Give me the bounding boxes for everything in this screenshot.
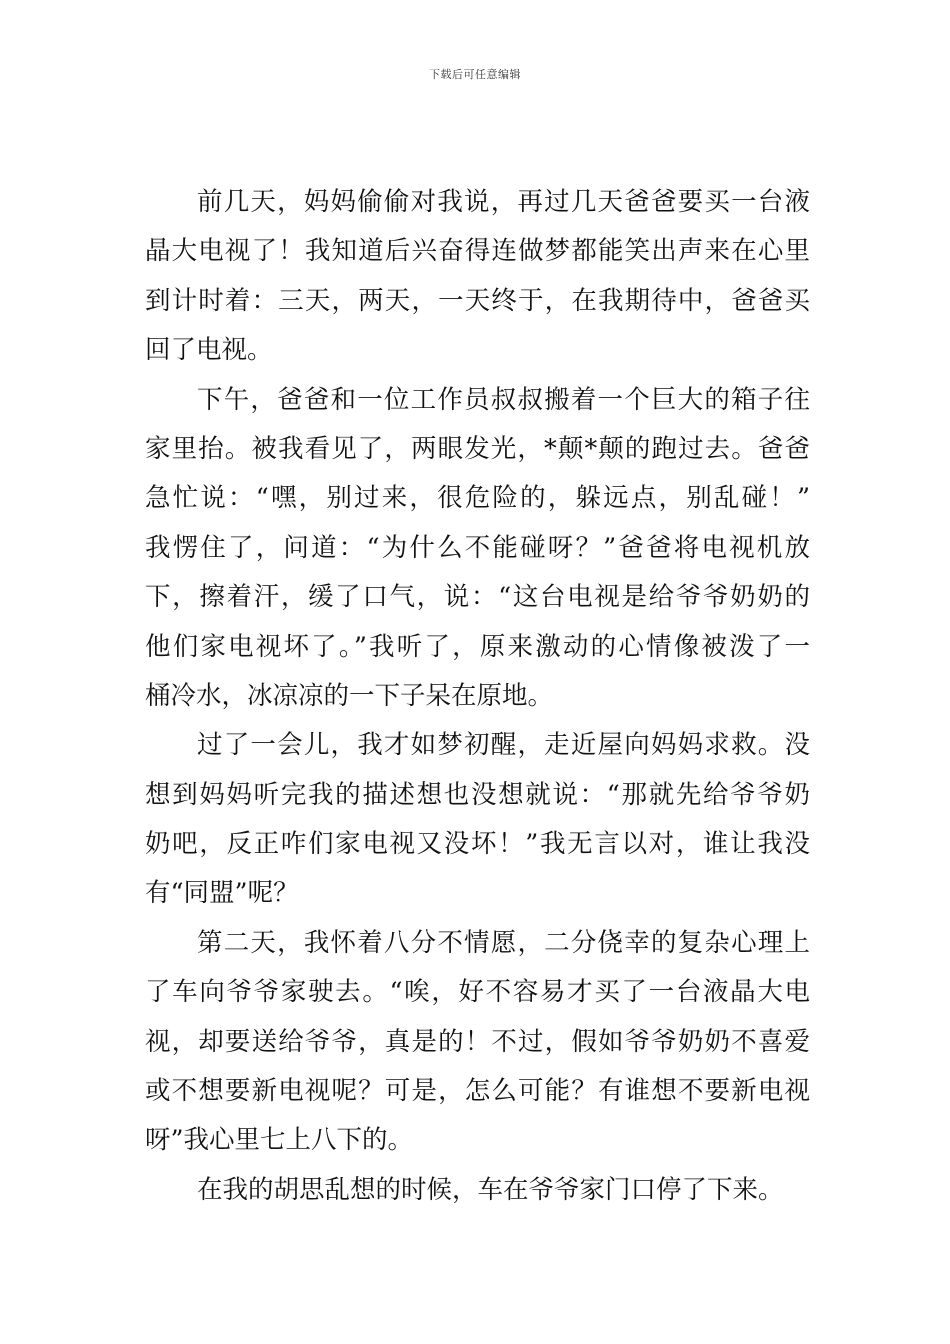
- text-line: 有“同盟”呢？: [145, 878, 299, 909]
- text-line: 下午，爸爸和一位工作员叔叔搬着一个巨大的箱子往: [197, 384, 810, 415]
- text-line: 我愣住了，问道：“为什么不能碰呀？”爸爸将电视机放: [145, 532, 810, 563]
- text-line: 回了电视。: [145, 335, 273, 366]
- text-line: 桶冷水，冰凉凉的一下子呆在原地。: [145, 680, 554, 711]
- text-line: 第二天，我怀着八分不情愿，二分侥幸的复杂心理上: [197, 927, 810, 958]
- text-line: 在我的胡思乱想的时候，车在爷爷家门口停了下来。: [197, 1174, 784, 1205]
- text-line: 视，却要送给爷爷，真是的！不过，假如爷爷奶奶不喜爱: [145, 1026, 810, 1057]
- text-line: 他们家电视坏了。”我听了，原来激动的心情像被泼了一: [145, 631, 810, 662]
- text-line: 下，擦着汗，缓了口气，说：“这台电视是给爷爷奶奶的: [145, 582, 810, 613]
- text-line: 想到妈妈听完我的描述想也没想就说：“那就先给爷爷奶: [145, 779, 810, 810]
- page-header: 下载后可任意编辑: [429, 68, 521, 81]
- text-line: 前几天，妈妈偷偷对我说，再过几天爸爸要买一台液: [197, 187, 810, 217]
- text-line: 奶吧，反正咋们家电视又没坏！”我无言以对，谁让我没: [145, 829, 810, 860]
- document-body: [145, 178, 810, 1215]
- text-line: 到计时着：三天，两天，一天终于，在我期待中，爸爸买: [145, 285, 810, 316]
- paragraph: [145, 919, 810, 1166]
- text-line: 或不想要新电视呢？可是，怎么可能？有谁想不要新电视: [145, 1076, 810, 1107]
- text-line: 晶大电视了！我知道后兴奋得连做梦都能笑出声来在心里: [145, 236, 810, 267]
- paragraph: [145, 178, 810, 376]
- paragraph: [145, 1166, 810, 1215]
- paragraph: [145, 376, 810, 722]
- text-line: 呀”我心里七上八下的。: [145, 1125, 414, 1156]
- text-line: 过了一会儿，我才如梦初醒，走近屋向妈妈求救。没: [197, 730, 810, 761]
- text-line: 了车向爷爷家驶去。“唉，好不容易才买了一台液晶大电: [145, 977, 810, 1008]
- text-line: 急忙说：“嘿，别过来，很危险的，躲远点，别乱碰！”: [145, 483, 810, 514]
- text-line: 家里抬。被我看见了，两眼发光，*颠*颠的跑过去。爸爸: [145, 433, 810, 464]
- paragraph: [145, 721, 810, 919]
